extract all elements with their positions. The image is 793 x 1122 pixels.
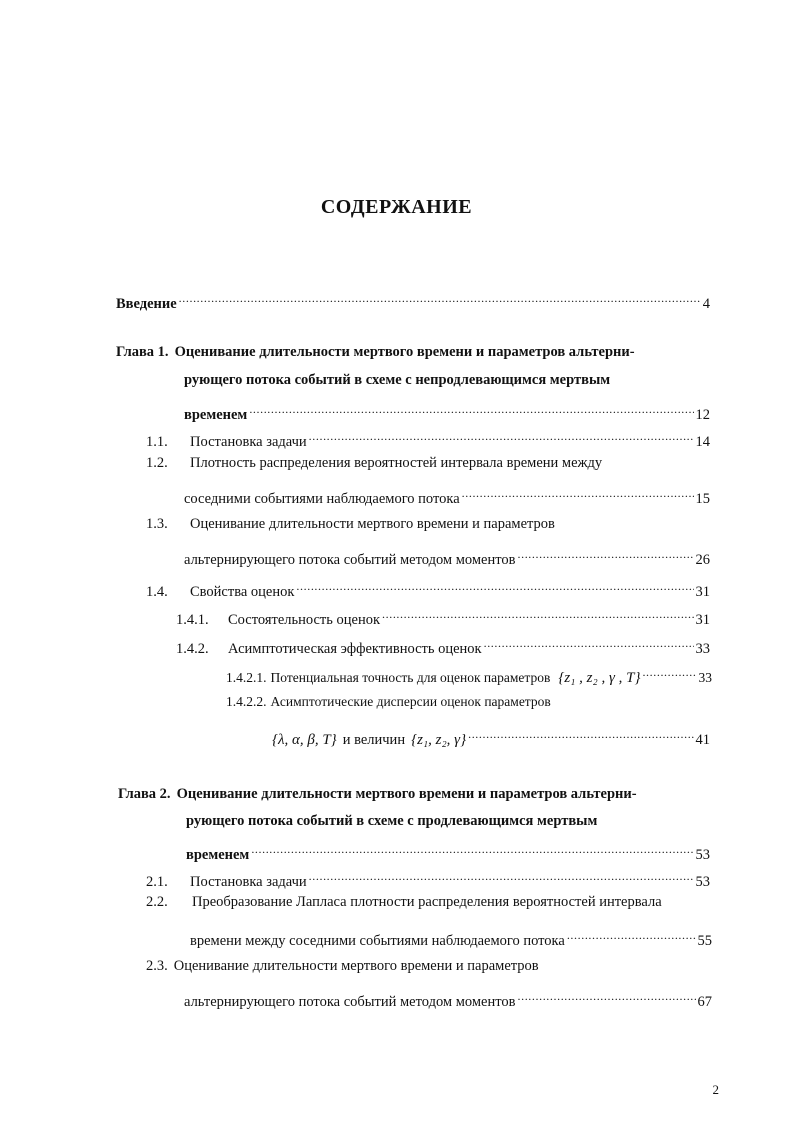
toc-entry-title: Состоятельность оценок [228, 612, 381, 628]
section-number: 2.1. [146, 874, 168, 890]
toc-page-number: 53 [695, 874, 710, 890]
toc-entry-title: Оценивание длительности мертвого времени и параметров альтерни- [174, 344, 635, 360]
toc-entry-1-3-line-2[interactable]: альтернирующего потока событий методом моментов ..... 26 [184, 542, 710, 564]
toc-chapter-2-line-3[interactable]: временем ..... 53 [186, 837, 710, 859]
page-number: 2 [712, 1082, 719, 1097]
math-formula: {λ, α, β, T} [272, 732, 337, 748]
toc-entry-title: Оценивание длительности мертвого времени и параметров [173, 958, 539, 974]
toc-entry-1-1[interactable] [146, 424, 710, 450]
toc-entry-title: Асимптотические дисперсии оценок параметров [270, 694, 551, 709]
toc-entry-title: Потенциальная точность для оценок параметров [270, 670, 551, 685]
toc-page-number: 41 [695, 732, 710, 748]
toc-entry-1-4-2-2-line-2[interactable]: {λ, α, β, T} и величин {z₁, z₂, γ} ..... 41 [272, 722, 710, 744]
toc-page-number: 55 [697, 933, 712, 949]
dot-leader [179, 286, 701, 308]
toc-chapter-1-line-3[interactable]: временем ..... 12 [184, 397, 710, 419]
toc-entry-1-4-2-1[interactable] [226, 660, 712, 686]
toc-chapter-2-line-1[interactable] [118, 783, 718, 805]
section-number: 1.3. [146, 516, 168, 532]
toc-entry-title: Плотность распределения вероятностей интервала времени между [190, 455, 603, 471]
dot-leader [309, 424, 694, 446]
dot-leader [251, 837, 693, 859]
section-number: 1.4.2. [176, 641, 209, 657]
toc-entry-title: Постановка задачи [190, 874, 307, 890]
toc-entry-title: Постановка задачи [190, 434, 307, 450]
math-formula: {z₁ , z₂ , γ , T} [558, 670, 641, 686]
toc-entry-1-2-line-2[interactable]: соседними событиями наблюдаемого потока ..... 15 [184, 481, 710, 503]
toc-entry-2-1[interactable] [146, 864, 710, 890]
toc-entry-2-3-line-2[interactable]: альтернирующего потока событий методом моментов ..... 67 [184, 984, 712, 1006]
toc-entry-1-4-2-2-line-1[interactable] [226, 691, 712, 713]
section-number: 1.1. [146, 434, 168, 450]
section-number: 1.2. [146, 455, 168, 471]
toc-page-number: 33 [698, 670, 712, 685]
toc-chapter-2-line-2: рующего потока событий в схеме с продлевающимся мертвым [186, 813, 598, 829]
toc-entry-title: Оценивание длительности мертвого времени и параметров альтерни- [176, 786, 637, 802]
toc-page-number: 14 [695, 434, 710, 450]
toc-page-number: 31 [695, 612, 710, 628]
section-number: 1.4.2.1. [226, 670, 267, 685]
toc-page-number: 26 [695, 552, 710, 568]
dot-leader [567, 923, 696, 945]
toc-page-number: 67 [697, 994, 712, 1010]
toc-page-number: 31 [695, 584, 710, 600]
chapter-label: Глава 2. [118, 786, 171, 802]
dot-leader [296, 574, 693, 596]
section-number: 1.4.1. [176, 612, 209, 628]
toc-entry-1-3-line-1[interactable] [146, 513, 710, 535]
toc-entry-title: Оценивание длительности мертвого времени и параметров [190, 516, 555, 532]
toc-entry-title: Асимптотическая эффективность оценок [228, 641, 482, 657]
section-number: 1.4.2.2. [226, 694, 267, 709]
toc-entry-title: Свойства оценок [190, 584, 295, 600]
dot-leader [249, 397, 693, 419]
page-title: СОДЕРЖАНИЕ [320, 196, 473, 218]
dot-leader [309, 864, 694, 886]
toc-entry-2-2-line-1[interactable] [146, 891, 712, 913]
chapter-label: Глава 1. [116, 344, 169, 360]
toc-chapter-1-line-1[interactable] [116, 341, 716, 363]
dot-leader [518, 542, 694, 564]
toc-entry-1-4-2[interactable] [176, 631, 710, 657]
dot-leader [462, 481, 694, 503]
toc-entry-title: Преобразование Лапласа плотности распределения вероятностей интервала [192, 894, 662, 910]
toc-entry-1-2-line-1[interactable] [146, 452, 710, 474]
dot-leader [468, 722, 693, 744]
dot-leader [382, 602, 693, 624]
toc-page-number: 33 [695, 641, 710, 657]
toc-chapter-1-line-2: рующего потока событий в схеме с непродлевающимся мертвым [184, 372, 611, 388]
toc-entry-1-4-1[interactable] [176, 602, 710, 628]
toc-entry-1-4[interactable] [146, 574, 710, 600]
toc-page-number: 53 [695, 847, 710, 863]
dot-leader [484, 631, 694, 653]
math-formula: {z₁, z₂, γ} [411, 732, 467, 748]
section-number: 2.2. [146, 894, 168, 910]
dot-leader [642, 660, 696, 682]
toc-page-number: 12 [695, 407, 710, 423]
section-number: 2.3. [146, 958, 168, 974]
dot-leader [518, 984, 696, 1006]
toc-entry-2-3-line-1[interactable] [146, 955, 712, 977]
toc-page-number: 4 [702, 296, 710, 312]
section-number: 1.4. [146, 584, 168, 600]
toc-entry-2-2-line-2[interactable]: времени между соседними событиями наблюдаемого потока ..... 55 [190, 923, 712, 945]
toc-entry-introduction[interactable] [116, 286, 710, 312]
toc-entry-title: Введение [116, 296, 177, 312]
toc-page-number: 15 [695, 491, 710, 507]
